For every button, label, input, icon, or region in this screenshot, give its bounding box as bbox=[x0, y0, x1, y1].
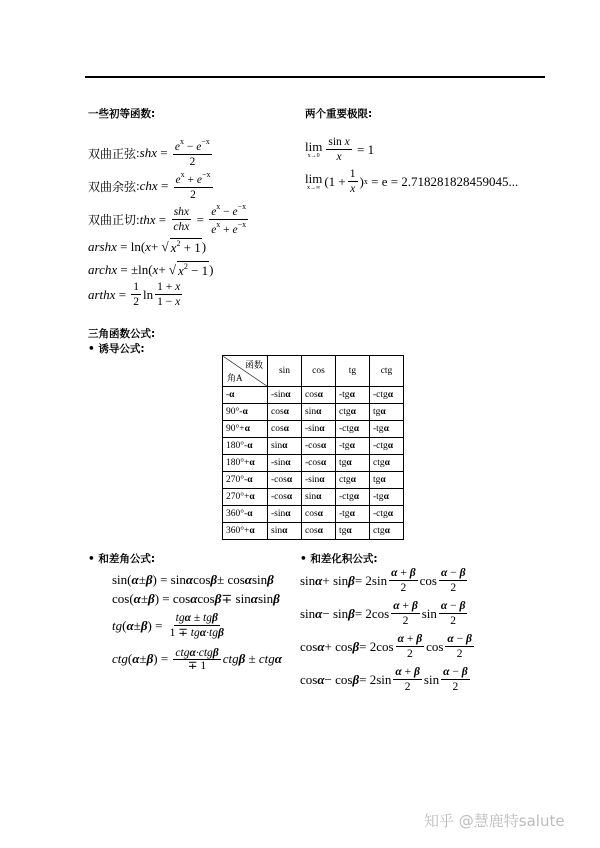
formula-cos-minus-cos: cos α − cos β = 2sin $\frac{\alpha + \beta}{2}$ sin $\frac{\alpha - \beta}{2}$ bbox=[300, 666, 468, 694]
label-cosh: 双曲余弦 bbox=[88, 179, 137, 194]
table-cell: -tgα bbox=[336, 387, 370, 404]
table-cell: -ctgα bbox=[336, 489, 370, 506]
col-header: tg bbox=[336, 356, 370, 387]
formula-tg-sum: tg ( α ± β ) = $\frac{\text{tgα ± tgβ}}{\text{1 ∓ tgα·tgβ}}$ bbox=[112, 612, 224, 640]
table-cell: -sinα bbox=[302, 421, 336, 438]
e-value: = e = 2.718281828459045... bbox=[371, 173, 519, 189]
formula-arch: archx = ±ln( x + √ $x^2 - 1$ ) bbox=[88, 262, 214, 278]
table-cell: -sinα bbox=[268, 387, 302, 404]
table-row bbox=[223, 438, 404, 455]
table-cell: -cosα bbox=[268, 472, 302, 489]
table-cell: tgα bbox=[336, 455, 370, 472]
formula-limit-e: lim x→∞ (1 + $\frac{1}{x}$ ) x = e = 2.718281828459045... bbox=[305, 168, 519, 196]
table-body bbox=[223, 387, 404, 540]
table-cell: cosα bbox=[302, 523, 336, 540]
table-cell: -tgα bbox=[370, 421, 404, 438]
table-cell: -cosα bbox=[302, 438, 336, 455]
table-cell: -sinα bbox=[302, 472, 336, 489]
formula-cosh: 双曲余弦 : chx = $\frac{e^x + e^{-x}}{2}$ bbox=[88, 170, 211, 202]
table-cell: -tgα bbox=[336, 506, 370, 523]
formula-arth: arthx = $\frac{1}{2}$ ln $\frac{1 + x}{1 - x}$ bbox=[88, 281, 181, 309]
table-row bbox=[223, 455, 404, 472]
table-row bbox=[223, 421, 404, 438]
col-header: ctg bbox=[370, 356, 404, 387]
label-tanh: 双曲正切 bbox=[88, 213, 137, 228]
heading-important-limits: 两个重要极限: bbox=[305, 108, 373, 120]
heading-sum-difference: • 和差角公式: bbox=[88, 553, 156, 565]
formula-limit-sinx: lim x→0 $\frac{\text{sin x}}{x}$ = 1 bbox=[305, 136, 375, 164]
formula-cos-plus-cos: cos α + cos β = 2cos $\frac{\alpha + \beta}{2}$ cos $\frac{\alpha - \beta}{2}$ bbox=[300, 633, 472, 661]
induction-table bbox=[222, 355, 404, 540]
row-angle-cell: 180°+α bbox=[223, 455, 268, 472]
table-cell: sinα bbox=[268, 523, 302, 540]
row-angle-cell: 360°-α bbox=[223, 506, 268, 523]
formula-sin-minus-sin: sin α − sin β = 2cos $\frac{\alpha + \beta}{2}$ sin $\frac{\alpha - \beta}{2}$ bbox=[300, 600, 466, 628]
table-cell: ctgα bbox=[370, 523, 404, 540]
corner-bottom-label: 角A bbox=[227, 373, 243, 383]
table-row bbox=[223, 506, 404, 523]
row-angle-cell: 90°-α bbox=[223, 404, 268, 421]
row-angle-cell: 90°+α bbox=[223, 421, 268, 438]
col-header: sin bbox=[268, 356, 302, 387]
table-cell: -ctgα bbox=[336, 421, 370, 438]
table-cell: cosα bbox=[302, 506, 336, 523]
table-cell: sinα bbox=[302, 489, 336, 506]
table-cell: cosα bbox=[268, 404, 302, 421]
corner-top-label: 函数 bbox=[244, 361, 263, 371]
table-cell: tgα bbox=[370, 472, 404, 489]
table-cell: -sinα bbox=[268, 455, 302, 472]
formula-cos-sum: cos( α ± β ) = cos α cos β ∓ sin α sin β bbox=[112, 591, 280, 606]
table-row bbox=[223, 489, 404, 506]
table-cell: tgα bbox=[370, 404, 404, 421]
formula-sinh: 双曲正弦 : shx = $\frac{e^x - e^{-x}}{2}$ bbox=[88, 137, 210, 169]
heading-trig-formulas: 三角函数公式: bbox=[88, 328, 156, 340]
table-cell: sinα bbox=[302, 404, 336, 421]
table-cell: tgα bbox=[336, 523, 370, 540]
table-row bbox=[223, 387, 404, 404]
row-angle-cell: 270°+α bbox=[223, 489, 268, 506]
table-row bbox=[223, 404, 404, 421]
row-angle-cell: 180°-α bbox=[223, 438, 268, 455]
table-cell: -ctgα bbox=[370, 506, 404, 523]
table-cell: cosα bbox=[302, 387, 336, 404]
formula-tanh: 双曲正切 : thx = $\frac{\text{shx}}{\text{chx}}$ = $\frac{e^x - e^{-x}}{e^x + e^{-x}}$ bbox=[88, 202, 247, 237]
table-cell: sinα bbox=[268, 438, 302, 455]
table-cell: ctgα bbox=[336, 472, 370, 489]
formula-sin-plus-sin: sin α + sin β = 2sin $\frac{\alpha + \beta}{2}$ cos $\frac{\alpha - \beta}{2}$ bbox=[300, 567, 466, 595]
top-rule bbox=[85, 76, 545, 78]
row-angle-cell: -α bbox=[223, 387, 268, 404]
watermark: 知乎 @慧鹿特salute bbox=[424, 812, 565, 830]
table-cell: -cosα bbox=[302, 455, 336, 472]
table-cell: -ctgα bbox=[370, 438, 404, 455]
row-angle-cell: 360°+α bbox=[223, 523, 268, 540]
heading-induction-formulas: • 诱导公式: bbox=[88, 343, 145, 355]
table-cell: ctgα bbox=[370, 455, 404, 472]
table-row bbox=[223, 472, 404, 489]
table-cell: -cosα bbox=[268, 489, 302, 506]
col-header: cos bbox=[302, 356, 336, 387]
label-sinh: 双曲正弦 bbox=[88, 146, 137, 161]
table-corner bbox=[223, 356, 268, 387]
heading-elementary-functions: 一些初等函数: bbox=[88, 108, 156, 120]
formula-arsh: arshx = ln( x + √ $x^2 + 1$ ) bbox=[88, 239, 207, 255]
formula-ctg-sum: ctg ( α ± β ) = ctgα·ctgβ ∓ 1 ctgβ ± ctgα bbox=[112, 647, 282, 673]
table-cell: -sinα bbox=[268, 506, 302, 523]
table-row bbox=[223, 523, 404, 540]
table-cell: -ctgα bbox=[370, 387, 404, 404]
row-angle-cell: 270°-α bbox=[223, 472, 268, 489]
table-cell: cosα bbox=[268, 421, 302, 438]
table-cell: ctgα bbox=[336, 404, 370, 421]
formula-sin-sum: sin( α ± β ) = sin α cos β ± cos α sin β bbox=[112, 572, 274, 587]
table-cell: -tgα bbox=[370, 489, 404, 506]
heading-sum-to-product: • 和差化积公式: bbox=[300, 553, 378, 565]
table-cell: -tgα bbox=[336, 438, 370, 455]
